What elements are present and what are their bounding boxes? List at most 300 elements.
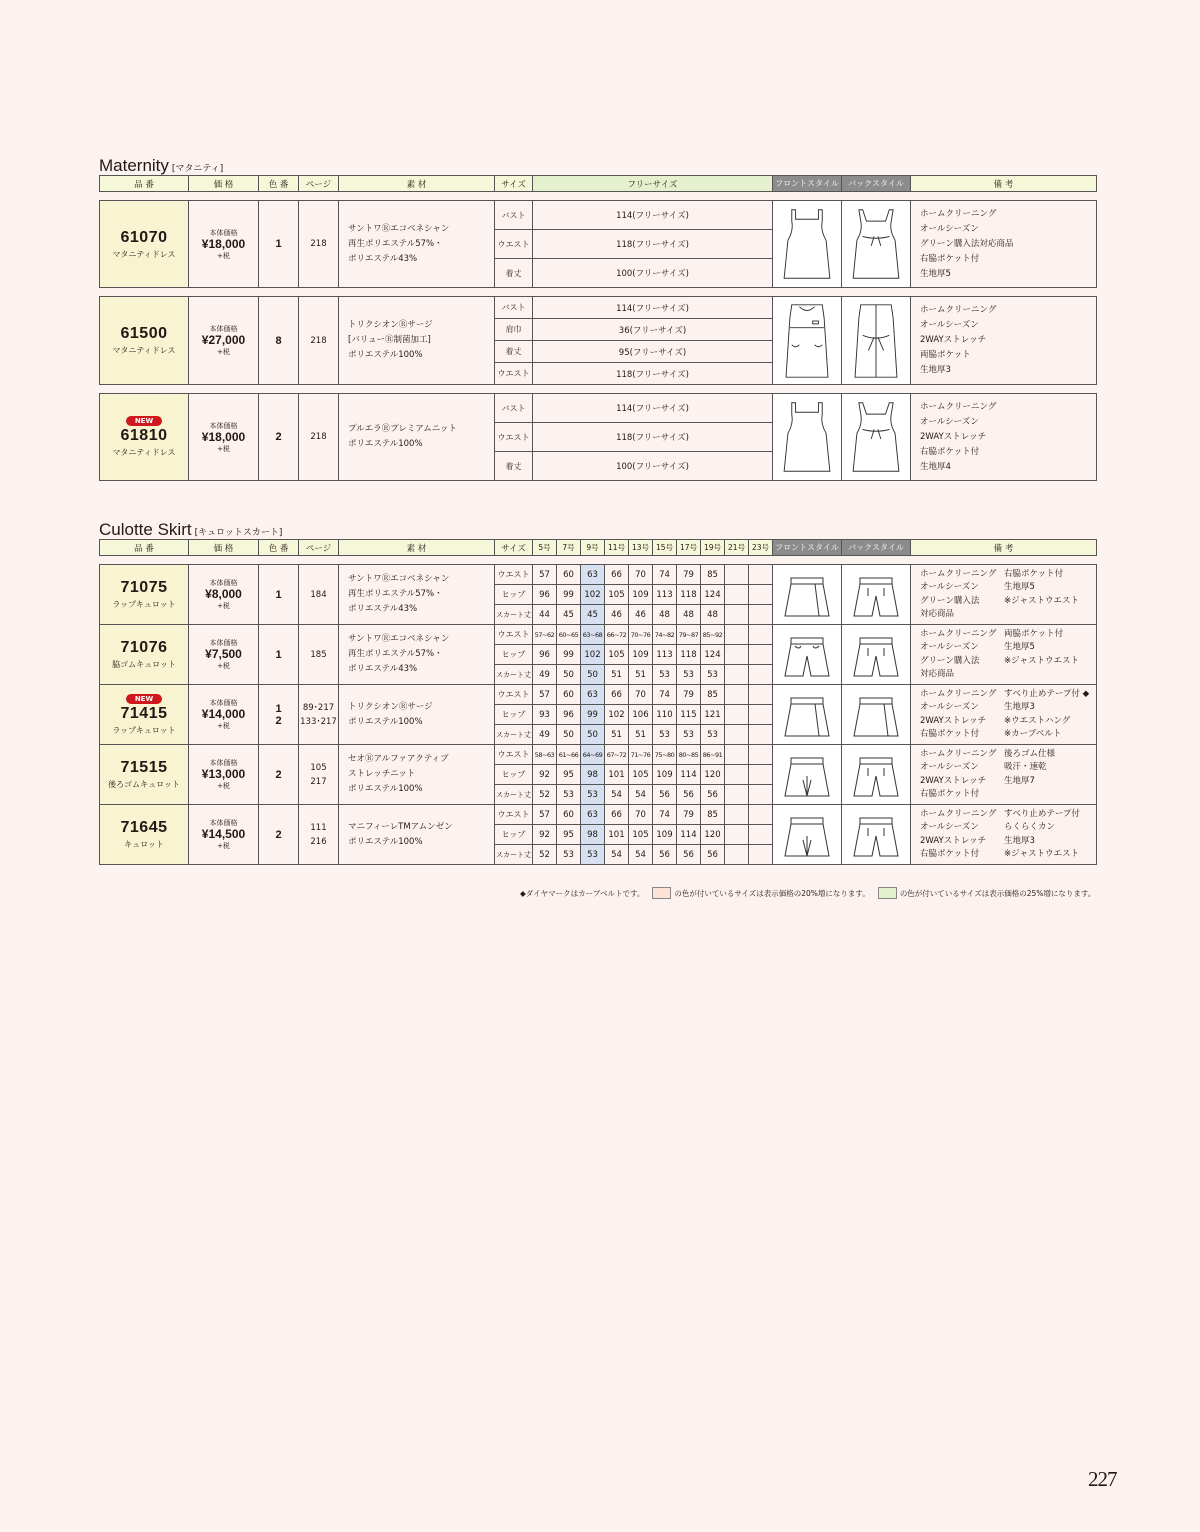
size-value: 57 (533, 805, 557, 825)
size-value: 85 (701, 565, 725, 585)
note-right (1004, 788, 1088, 802)
price-cell (189, 625, 259, 685)
front-culotte-icon (773, 809, 841, 861)
note-line: 2WAYストレッチ (920, 431, 987, 442)
page-value: 216 (310, 836, 327, 847)
size-value (725, 625, 749, 645)
note-left: 2WAYストレッチ (920, 715, 987, 726)
culotte-title (99, 521, 1096, 539)
note-line (920, 568, 1096, 582)
product-name: マタニティドレス (112, 448, 176, 457)
size-value: 100(フリーサイズ) (533, 259, 773, 288)
note-line (920, 581, 1096, 595)
size-label: ヒップ (495, 705, 533, 725)
page-value: 111 (310, 822, 327, 833)
front-dress-icon (773, 397, 841, 477)
color-number: 8 (259, 297, 299, 385)
note-cell (911, 625, 1097, 685)
price-tax: +税 (217, 782, 230, 790)
size-label: スカート丈 (495, 845, 533, 865)
page-ref (299, 625, 339, 685)
product-name: マタニティドレス (112, 346, 176, 355)
size-value: 109 (653, 825, 677, 845)
size-label: ウエスト (495, 363, 533, 385)
size-value: 53 (557, 845, 581, 865)
size-value: 53 (581, 785, 605, 805)
size-value: 54 (629, 845, 653, 865)
product-number: 71076 (120, 639, 168, 656)
size-value (725, 565, 749, 585)
back-style-cell (842, 201, 911, 288)
note-left: ホームクリーニング (920, 628, 997, 639)
front-style-cell (773, 805, 842, 865)
material-line: セオⓇアルファアクティブ (348, 754, 449, 764)
product-row (100, 805, 1097, 825)
price-value: ¥14,000 (201, 707, 246, 721)
size-value: 85~92 (701, 625, 725, 645)
size-value: 102 (581, 645, 605, 665)
note-left: グリーン購入法 (920, 595, 980, 606)
size-value: 114(フリーサイズ) (533, 201, 773, 230)
note-left: グリーン購入法 (920, 655, 980, 666)
back-style-cell (842, 685, 911, 745)
front-culotte-icon (773, 629, 841, 681)
price-tax: +税 (217, 722, 230, 730)
row-spacer (100, 385, 1097, 394)
back-culotte-icon (842, 809, 910, 861)
size-value: 95(フリーサイズ) (533, 341, 773, 363)
size-value: 56 (677, 845, 701, 865)
size-value: 53 (557, 785, 581, 805)
note-left: オールシーズン (920, 642, 979, 652)
note-line (920, 701, 1096, 715)
size-value: 50 (581, 725, 605, 745)
size-label: ウエスト (495, 685, 533, 705)
header-note: 備 考 (911, 540, 1097, 556)
front-dress-icon (773, 204, 841, 284)
note-line (920, 788, 1096, 802)
size-value: 92 (533, 825, 557, 845)
page-value: 217 (310, 776, 327, 787)
size-label: ウエスト (495, 745, 533, 765)
front-style-cell (773, 394, 842, 481)
material-cell (339, 745, 495, 805)
note-line: 生地厚3 (920, 365, 951, 375)
back-culotte-icon (842, 629, 910, 681)
size-value: 53 (677, 665, 701, 685)
maternity-title-jp: [マタニティ] (171, 164, 224, 174)
front-style-cell (773, 297, 842, 385)
maternity-header-row (100, 176, 1097, 192)
green-note: の色が付いているサイズは表示価格の25%増になります。 (899, 888, 1096, 898)
size-value: 51 (605, 665, 629, 685)
material-line: トリクシオンⓇサージ (348, 701, 433, 712)
size-value: 101 (605, 765, 629, 785)
note-right: 生地厚3 (1004, 702, 1035, 712)
price-label: 本体価格 (209, 819, 238, 827)
front-style-cell (773, 685, 842, 745)
maternity-title-en: Maternity (99, 156, 169, 175)
page-value: 89･217 (302, 702, 335, 713)
size-value: 46 (629, 605, 653, 625)
size-value: 99 (581, 705, 605, 725)
note-right: らくらくカン (1004, 822, 1056, 832)
color-value: 2 (275, 828, 282, 841)
note-left: ホームクリーニング (920, 568, 997, 579)
size-value: 100(フリーサイズ) (533, 452, 773, 481)
price-cell (189, 297, 259, 385)
note-line (920, 848, 1096, 862)
note-left: 2WAYストレッチ (920, 775, 987, 786)
size-value: 60 (557, 805, 581, 825)
size-label: スカート丈 (495, 725, 533, 745)
size-label: ヒップ (495, 765, 533, 785)
product-name: 脇ゴムキュロット (112, 660, 176, 669)
size-value: 105 (629, 825, 653, 845)
size-value: 61~66 (557, 745, 581, 765)
note-right: ※ウエストハング (1004, 715, 1071, 726)
size-value: 56 (677, 785, 701, 805)
price-cell (189, 201, 259, 288)
price-value: ¥27,000 (201, 333, 246, 347)
back-style-cell (842, 394, 911, 481)
product-number: 71415 (120, 704, 168, 722)
size-value: 58~63 (533, 745, 557, 765)
size-value: 53 (653, 665, 677, 685)
size-value: 48 (653, 605, 677, 625)
product-code-cell (100, 685, 189, 745)
note-line: 右脇ポケット付 (920, 446, 980, 457)
size-value: 53 (581, 845, 605, 865)
price-cell (189, 685, 259, 745)
size-value (749, 805, 773, 825)
note-right: 生地厚5 (1004, 582, 1035, 592)
note-line: 生地厚4 (920, 461, 951, 472)
note-line: 右脇ポケット付 (920, 253, 980, 264)
size-value: 54 (605, 845, 629, 865)
color-number: 1 (259, 201, 299, 288)
header-page: ページ (299, 540, 339, 556)
price-value: ¥14,500 (201, 827, 246, 841)
color-number: 2 (259, 394, 299, 481)
material-cell (339, 685, 495, 745)
product-row (100, 565, 1097, 585)
material-line: 再生ポリエステル57%・ (348, 589, 443, 599)
material-line: マニフィーレTMアムンゼン (348, 821, 453, 832)
note-right: 生地厚3 (1004, 835, 1035, 846)
material-line: ポリエステル100% (348, 836, 423, 847)
material-line: [バリューⓇ制菌加工] (348, 335, 431, 345)
size-value: 118 (677, 645, 701, 665)
price-label: 本体価格 (209, 325, 238, 333)
page-ref: 218 (299, 201, 339, 288)
diamond-note: ◆ダイヤマークはカーブベルトです。 (520, 888, 645, 898)
culotte-title-en: Culotte Skirt (99, 520, 192, 539)
note-line (920, 808, 1096, 822)
product-code-cell (100, 745, 189, 805)
header-size-5: 15号 (653, 540, 677, 556)
size-value (725, 725, 749, 745)
size-value: 102 (581, 585, 605, 605)
product-name: 後ろゴムキュロット (108, 780, 180, 789)
size-value (725, 765, 749, 785)
price-cell (189, 565, 259, 625)
size-label: ヒップ (495, 645, 533, 665)
size-value: 54 (629, 785, 653, 805)
size-value: 52 (533, 785, 557, 805)
size-value: 51 (629, 725, 653, 745)
size-value (749, 665, 773, 685)
size-value: 120 (701, 765, 725, 785)
material-cell (339, 201, 495, 288)
front-culotte-icon (773, 569, 841, 621)
size-label: 着丈 (495, 452, 533, 481)
header-material: 素 材 (339, 176, 495, 192)
material-line: 再生ポリエステル57%・ (348, 238, 443, 249)
size-value: 66~72 (605, 625, 629, 645)
note-right: 吸汗・速乾 (1004, 762, 1047, 772)
header-size-1: 7号 (557, 540, 581, 556)
back-style-cell (842, 297, 911, 385)
note-right: 生地厚7 (1004, 775, 1035, 786)
size-label: スカート丈 (495, 785, 533, 805)
size-value: 48 (677, 605, 701, 625)
size-value (749, 685, 773, 705)
color-number (259, 805, 299, 865)
page-value: 185 (310, 649, 327, 660)
size-value (749, 765, 773, 785)
product-code-cell (100, 625, 189, 685)
size-value (749, 645, 773, 665)
size-value: 98 (581, 825, 605, 845)
note-line (920, 668, 1096, 682)
size-value: 53 (701, 665, 725, 685)
page-ref: 218 (299, 297, 339, 385)
front-style-cell (773, 625, 842, 685)
size-value: 70 (629, 565, 653, 585)
size-value: 109 (653, 765, 677, 785)
material-line: ポリエステル100% (348, 716, 423, 727)
size-label: バスト (495, 394, 533, 423)
page-number: 227 (1088, 1467, 1117, 1491)
color-value: 1 (275, 648, 282, 661)
header-front: フロントスタイル (773, 176, 842, 192)
note-cell (911, 201, 1097, 288)
size-value: 56 (701, 785, 725, 805)
size-value (749, 565, 773, 585)
size-value: 113 (653, 585, 677, 605)
size-value: 50 (557, 665, 581, 685)
note-right: 右脇ポケット付 (1004, 568, 1064, 579)
size-label: ウエスト (495, 625, 533, 645)
row-spacer (100, 556, 1097, 565)
size-label: ヒップ (495, 585, 533, 605)
front-style-cell (773, 201, 842, 288)
header-size-2: 9号 (581, 540, 605, 556)
note-line (920, 761, 1096, 775)
culotte-section (99, 521, 1096, 865)
row-spacer (100, 288, 1097, 297)
note-line (920, 715, 1096, 729)
pink-swatch (652, 887, 671, 899)
size-value (749, 785, 773, 805)
color-number (259, 565, 299, 625)
header-price: 価 格 (189, 176, 259, 192)
note-right (1004, 608, 1088, 622)
price-tax: +税 (217, 602, 230, 610)
price-value: ¥13,000 (201, 767, 246, 781)
size-value (749, 605, 773, 625)
material-line: ポリエステル100% (348, 784, 423, 794)
note-line (920, 835, 1096, 849)
header-code: 品 番 (100, 540, 189, 556)
material-line: 再生ポリエステル57%・ (348, 649, 443, 659)
material-cell (339, 625, 495, 685)
note-cell (911, 745, 1097, 805)
size-value: 53 (701, 725, 725, 745)
product-name: ラップキュロット (112, 600, 176, 609)
green-swatch (878, 887, 897, 899)
size-value: 63 (581, 685, 605, 705)
color-value: 1 (275, 588, 282, 601)
size-value: 57 (533, 565, 557, 585)
front-dress-icon (773, 301, 841, 381)
size-value: 44 (533, 605, 557, 625)
product-code-cell (100, 394, 189, 481)
header-back: バックスタイル (842, 540, 911, 556)
size-value: 75~80 (653, 745, 677, 765)
size-value: 109 (629, 585, 653, 605)
size-value: 46 (605, 605, 629, 625)
front-style-cell (773, 745, 842, 805)
size-value: 56 (653, 785, 677, 805)
price-value: ¥18,000 (201, 429, 246, 444)
product-code-cell (100, 565, 189, 625)
product-name: キュロット (124, 840, 164, 849)
size-value: 99 (557, 585, 581, 605)
size-label: 肩巾 (495, 319, 533, 341)
size-value: 113 (653, 645, 677, 665)
size-value: 85 (701, 805, 725, 825)
note-line: オールシーズン (920, 223, 979, 234)
note-line: 生地厚5 (920, 268, 951, 279)
size-value: 70 (629, 685, 653, 705)
product-number: 71075 (120, 579, 168, 596)
back-dress-icon (842, 397, 910, 477)
note-line (920, 728, 1096, 742)
price-cell (189, 745, 259, 805)
culotte-table (99, 539, 1097, 865)
size-value: 70~76 (629, 625, 653, 645)
size-value: 118 (677, 585, 701, 605)
note-line: オールシーズン (920, 320, 979, 330)
header-size: サイズ (495, 540, 533, 556)
price-label: 本体価格 (209, 699, 238, 707)
size-value (725, 665, 749, 685)
price-tax: +税 (217, 444, 230, 453)
size-value: 53 (677, 725, 701, 745)
note-line: ホームクリーニング (920, 401, 997, 412)
size-value: 45 (557, 605, 581, 625)
size-value: 56 (653, 845, 677, 865)
price-tax: +税 (217, 251, 230, 260)
size-value (749, 825, 773, 845)
size-value: 79 (677, 805, 701, 825)
front-style-cell (773, 565, 842, 625)
size-value (749, 845, 773, 865)
price-label: 本体価格 (209, 228, 238, 237)
note-left: 対応商品 (920, 609, 955, 619)
size-value: 114(フリーサイズ) (533, 297, 773, 319)
price-label: 本体価格 (209, 421, 238, 430)
note-line: ホームクリーニング (920, 305, 997, 315)
size-value: 56 (701, 845, 725, 865)
page-ref: 218 (299, 394, 339, 481)
size-value (725, 805, 749, 825)
note-left: ホームクリーニング (920, 748, 997, 759)
size-label: ウエスト (495, 423, 533, 452)
header-material: 素 材 (339, 540, 495, 556)
note-left: 対応商品 (920, 669, 955, 679)
back-style-cell (842, 625, 911, 685)
size-value: 110 (653, 705, 677, 725)
size-value: 95 (557, 765, 581, 785)
back-culotte-icon (842, 569, 910, 621)
size-value: 96 (533, 645, 557, 665)
note-line (920, 628, 1096, 642)
page-ref (299, 805, 339, 865)
header-note: 備 考 (911, 176, 1097, 192)
size-value: 115 (677, 705, 701, 725)
material-cell (339, 394, 495, 481)
note-line (920, 595, 1096, 609)
product-row (100, 745, 1097, 765)
size-value: 118(フリーサイズ) (533, 423, 773, 452)
size-value: 124 (701, 645, 725, 665)
row-spacer (100, 192, 1097, 201)
header-size-8: 21号 (725, 540, 749, 556)
size-value: 85 (701, 685, 725, 705)
size-value: 57~62 (533, 625, 557, 645)
size-value: 86~91 (701, 745, 725, 765)
size-value: 60 (557, 685, 581, 705)
material-line: プルエラⓇプレミアムニット (348, 424, 457, 434)
product-code-cell (100, 297, 189, 385)
size-value: 52 (533, 845, 557, 865)
product-name: マタニティドレス (112, 249, 176, 259)
header-code: 品 番 (100, 176, 189, 192)
size-value: 114 (677, 825, 701, 845)
size-label: ウエスト (495, 230, 533, 259)
size-value: 71~76 (629, 745, 653, 765)
note-left: ホームクリーニング (920, 808, 997, 819)
size-value: 48 (701, 605, 725, 625)
size-value: 53 (653, 725, 677, 745)
header-size-4: 13号 (629, 540, 653, 556)
material-line: サントワⓇエコベネシャン (348, 634, 450, 644)
price-tax: +税 (217, 662, 230, 670)
size-value: 102 (605, 705, 629, 725)
size-value: 92 (533, 765, 557, 785)
note-right: 両脇ポケット付 (1004, 628, 1064, 639)
note-line: 両脇ポケット (920, 350, 971, 360)
culotte-title-jp: [キュロットスカート] (194, 528, 283, 538)
header-free-size: フリーサイズ (533, 176, 773, 192)
note-right: ※ジャストウエスト (1004, 849, 1079, 859)
color-number (259, 685, 299, 745)
note-right: すべり止めテープ付 (1004, 808, 1080, 819)
size-value: 57 (533, 685, 557, 705)
